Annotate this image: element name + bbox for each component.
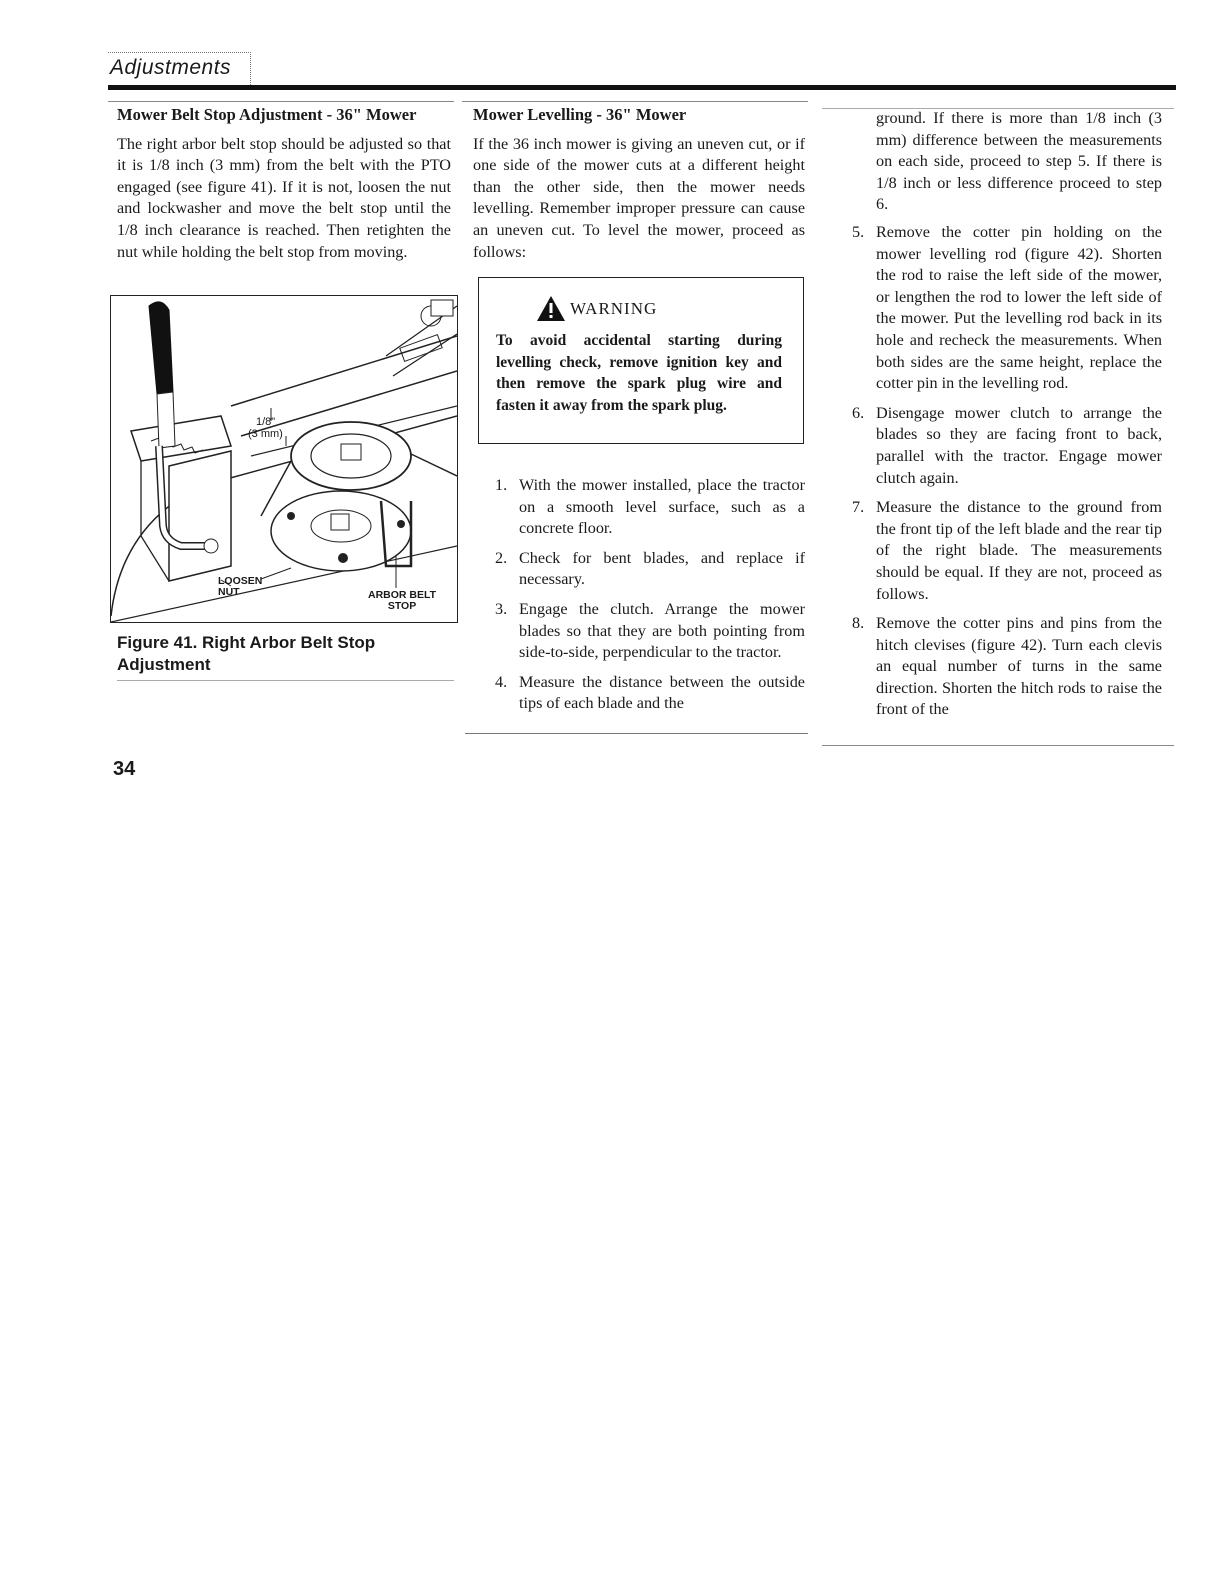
warning-heading [536, 295, 657, 322]
warning-heading-text: WARNING [570, 298, 658, 318]
step-3 [495, 599, 805, 664]
step-number: 6. [852, 403, 865, 422]
step-number: 2. [495, 548, 508, 567]
caption-bottom-rule [117, 680, 454, 681]
figure-41-caption [117, 632, 447, 676]
step-6 [852, 403, 1162, 489]
section-header-label: Adjustments [110, 56, 232, 79]
figure-caption-line2: Adjustment [117, 655, 211, 674]
column2-bottom-rule [465, 733, 808, 734]
step-number: 1. [495, 476, 508, 494]
column-3 [850, 108, 1162, 216]
step-text: Check for bent blades, and replace if necessary. [519, 548, 805, 589]
step-text: Remove the cotter pins and pins from the hitch clevises (figure 42). Turn each clevis an equal number of turns in the same direction. Shorten the hitch rods to raise the front of the [876, 614, 1162, 719]
step-text: With the mower installed, place the tractor on a smooth level surface, such as a concrete floor. [519, 476, 805, 538]
step-text: Engage the clutch. Arrange the mower blades so that they are both pointing from side-to-side, perpendicular to the tractor. [519, 599, 805, 662]
clearance-inch-label: 1/8" [256, 416, 276, 428]
step-5 [852, 222, 1162, 395]
loosen-label: LOOSEN [218, 575, 263, 587]
step-text: Remove the cotter pin holding on the mower levelling rod (figure 42). Shorten the rod to raise the left side of the mower, or lengthen the rod to lower the left side of the mower. Put the levelling rod back in its hole and recheck the measurements. When both sides are the same height, replace the cotter pin in the levelling rod. [876, 223, 1162, 393]
step-number: 3. [495, 599, 508, 618]
mower-deck-drawing [111, 296, 457, 622]
step-text: Measure the distance to the ground from the front tip of the left blade and the rear tip of the right blade. The measurements should be equal. If they are not, proceed as follows. [876, 498, 1162, 603]
column-2 [473, 104, 805, 263]
clearance-mm-label: (3 mm) [248, 428, 283, 440]
continuation-text: ground. If there is more than 1/8 inch (3 mm) difference between the measurements on each side, proceed to step 5. If there is 1/8 inch or less difference proceed to step 6. [876, 109, 1162, 214]
step-number: 8. [852, 614, 865, 633]
step-7 [852, 497, 1162, 605]
figure-41-illustration [110, 295, 458, 623]
column2-top-rule [462, 101, 808, 102]
step-number: 4. [495, 672, 508, 691]
step-number: 5. [852, 223, 865, 241]
step-2 [495, 548, 805, 591]
arbor-belt-label: ARBOR BELT [368, 589, 437, 601]
header-rule [108, 85, 1176, 90]
steps-list-col2 [495, 475, 805, 723]
step-1 [495, 475, 805, 540]
column-1 [117, 104, 451, 263]
arbor-belt-stop-callout [368, 590, 436, 612]
steps-list-col3 [852, 222, 1162, 729]
step-text: Measure the distance between the outside tips of each blade and the [519, 672, 805, 713]
step-4 [495, 672, 805, 715]
nut-label: NUT [218, 586, 240, 598]
section-body-levelling: If the 36 inch mower is giving an uneven cut, or if one side of the mower cuts at a different height than the other side, then the mower needs levelling. Remember improper pressure can cause an uneven cut. To level the mower, proceed as follows: [473, 134, 805, 261]
stop-label: STOP [387, 600, 417, 612]
step-text: Disengage mower clutch to arrange the blades so they are facing front to back, parallel with the tractor. Engage mower clutch again. [876, 403, 1162, 487]
clearance-callout [248, 416, 283, 440]
section-title-levelling: Mower Levelling - 36" Mower [473, 105, 687, 124]
column3-bottom-rule [822, 745, 1174, 746]
page-number: 34 [113, 758, 136, 780]
warning-box [478, 277, 804, 444]
section-body-belt-stop: The right arbor belt stop should be adjusted so that it is 1/8 inch (3 mm) from the belt with the PTO engaged (see figure 41). If it is not, loosen the nut and lockwasher and move the belt stop until the 1/8 inch clearance is reached. Then retighten the nut while holding the belt stop from moving. [117, 134, 451, 261]
warning-text: To avoid accidental starting during levelling check, remove ignition key and then remove the spark plug wire and fasten it away from the spark plug. [496, 332, 782, 414]
column1-top-rule [108, 101, 454, 102]
figure-caption-line1: Figure 41. Right Arbor Belt Stop [117, 633, 376, 652]
section-title-belt-stop: Mower Belt Stop Adjustment - 36" Mower [117, 105, 417, 124]
warning-triangle-icon [536, 295, 566, 322]
step-number: 7. [852, 498, 865, 517]
step-8 [852, 613, 1162, 721]
loosen-nut-callout [218, 576, 262, 598]
